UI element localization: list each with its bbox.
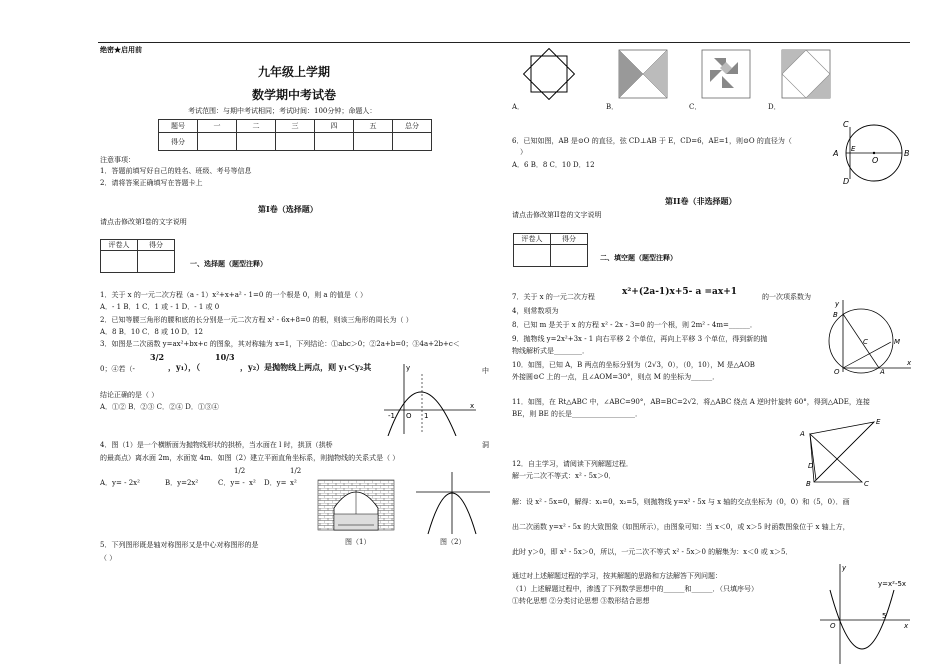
score-input[interactable]: [315, 133, 354, 151]
grader-input[interactable]: [514, 245, 551, 267]
label-a: A: [833, 149, 839, 158]
part1-title: 第I卷（选择题）: [258, 204, 318, 214]
score-cell: 总分: [393, 120, 432, 133]
q4-text-2: 的最高点）离水面 2m，水面宽 4m．如图（2）建立平面直角坐标系，则抛物线的关系式是（ ）: [100, 454, 400, 462]
label-a: A: [880, 368, 885, 374]
score-input[interactable]: [198, 133, 237, 151]
label-a: A: [800, 430, 805, 438]
part2-desc: 请点击修改第II卷的文字说明: [512, 211, 602, 219]
label-x: x: [907, 359, 912, 367]
score-cell: 一: [198, 120, 237, 133]
label-o: O: [830, 622, 836, 630]
segment-be: [814, 422, 874, 482]
q4-right: 洞: [482, 441, 489, 449]
q12-text-4: 出二次函数 y=x² - 5x 的大致图象（如图所示），由图象可知：当 x＜0，或 x＞5 时函数图象位于 x 轴上方，: [512, 523, 850, 531]
q4-bridge-figure: [316, 478, 396, 533]
q2-text: 2．已知等腰三角形的腰和底的长分别是一元二次方程 x² - 6x+8=0 的根，则该三角形的周长为（ ）: [100, 316, 413, 324]
q4-option-c: C．y= -: [218, 479, 245, 487]
label-o: O: [406, 412, 412, 420]
label-x: x: [904, 622, 909, 630]
secret-label: 绝密★启用前: [100, 45, 142, 54]
score-cell: 三: [276, 120, 315, 133]
score-cell: 四: [315, 120, 354, 133]
label-y: y: [835, 300, 840, 308]
label-1: 1: [424, 412, 429, 420]
q1-options: A．- 1 B．1 C．1 或 - 1 D．- 1 或 0: [100, 303, 220, 311]
q10-text: 10．如图，已知 A，B 两点的坐标分别为（2√3，0），（0，10），M 是△AOB: [512, 361, 755, 369]
exam-title-1: 九年级上学期: [258, 65, 331, 79]
label-m: M: [894, 338, 901, 346]
q11-triangle-figure: [796, 416, 886, 486]
label-b: B: [806, 480, 811, 486]
q12-text-7: （1）上述解题过程中，渗透了下列数学思想中的______和______．（只填序号）: [512, 585, 758, 593]
q2-options: A．8 B．10 C．8 或 10 D．12: [100, 328, 203, 336]
q5-option-d-figure: [780, 48, 832, 100]
q5-option-c-figure: [700, 48, 752, 100]
header-rule: [98, 42, 910, 43]
q3-y1: ，y₁），（: [168, 362, 201, 372]
water: [334, 514, 378, 530]
q3-text-2: 0；④若（-: [100, 365, 135, 373]
q4-coordinate-figure: [412, 470, 492, 536]
q4-c-fraction: 1/2: [234, 467, 246, 475]
q3-mid: 中: [482, 367, 489, 375]
score-input[interactable]: [138, 251, 175, 273]
grader-label: 评卷人: [101, 240, 138, 251]
q5-option-a-figure: [523, 48, 575, 100]
q3-parabola-figure: [380, 360, 480, 436]
q3-fraction-2: 10/3: [215, 352, 235, 362]
score-cell: 二: [237, 120, 276, 133]
q3-options: A．①② B．②③ C．②④ D．①③④: [100, 403, 219, 411]
exam-info: 考试范围：与期中考试相同；考试时间：100分钟；命题人：: [188, 107, 377, 115]
label-c: C: [843, 120, 849, 129]
q4-d-x2: x²: [290, 479, 297, 487]
q3-fraction-1: 3/2: [150, 352, 165, 362]
score-input[interactable]: [393, 133, 432, 151]
q12-parabola-figure: [816, 560, 914, 666]
label-o: O: [872, 156, 879, 165]
fig2-label: 图（2）: [440, 538, 466, 546]
q6-text: 6．已知如图，AB 是⊙O 的直径，弦 CD⊥AB 于 E，CD=6，AE=1，则⊙O 的直径为（: [512, 137, 792, 145]
q12-text-2: 解一元二次不等式：x² - 5x＞0．: [512, 472, 616, 480]
exam-title-2: 数学期中考试卷: [252, 88, 337, 102]
graph-label: y=x²-5x: [878, 580, 907, 588]
q7-equation: x²+(2a-1)x+5- a =ax+1: [622, 287, 738, 297]
q5-option-b-figure: [617, 48, 669, 100]
q7-text-3: 4，则常数项为: [512, 307, 559, 315]
q12-text-3: 解：设 x² - 5x=0，解得：x₁=0，x₂=5，则抛物线 y=x² - 5x 与 x 轴的交点坐标为（0，0）和（5，0）．画: [512, 498, 850, 506]
score-label: 得分: [138, 240, 175, 251]
q11-text-2: BE，则 BE 的长是__________________．: [512, 410, 642, 418]
q5-label-a: A．: [512, 103, 525, 111]
q10-text-2: 外接圆⊙C 上的一点，且∠AOM=30°，则点 M 的坐标为______．: [512, 373, 720, 381]
score-input[interactable]: [276, 133, 315, 151]
q1-text: 1．关于 x 的一元二次方程（a - 1）x²+x+a² - 1=0 的一个根是 0，则 a 的值是（ ）: [100, 291, 368, 299]
label-e: E: [876, 418, 881, 426]
q3-y2: ，y₂）是抛物线上两点，则 y₁＜y₂其: [240, 362, 372, 372]
label-neg1: -1: [388, 412, 395, 420]
label-b: B: [904, 149, 910, 158]
q5-label-b: B．: [606, 103, 619, 111]
q4-c-x2: x²: [249, 479, 256, 487]
q3-question: 结论正确的是（ ）: [100, 391, 159, 399]
q9-text-2: 物线解析式是________．: [512, 347, 589, 355]
label-d: D: [843, 177, 850, 186]
label-x: x: [470, 402, 475, 410]
q4-text: 4．图（1）是一个横断面为抛物线形状的拱桥，当水面在 l 时，拱顶（拱桥: [100, 441, 333, 449]
note-2: 2．请将答案正确填写在答题卡上: [100, 179, 203, 187]
label-c: C: [863, 338, 868, 346]
part2-title: 第II卷（非选择题）: [665, 196, 737, 206]
q4-option-b: B．y=2x²: [165, 479, 199, 487]
grader-box-2: [513, 233, 588, 267]
label-c: C: [864, 480, 869, 486]
label-5: 5: [882, 612, 887, 620]
section-2-title: 二、填空题（题型注释）: [600, 253, 677, 262]
triangle-abc: [810, 434, 862, 482]
score-cell: 得分: [159, 133, 198, 151]
q12-text-6: 通过对上述解题过程的学习，按其解题的思路和方法解答下列问题：: [512, 572, 722, 580]
triangle-ade: [810, 422, 874, 480]
score-cell: 五: [354, 120, 393, 133]
q4-option-a: A．y= - 2x²: [100, 479, 140, 487]
segment-ab: [843, 314, 879, 368]
fig1-label: 图（1）: [345, 538, 371, 546]
q4-d-fraction: 1/2: [290, 467, 302, 475]
note-1: 1．答题前填写好自己的姓名、班级、考号等信息: [100, 167, 252, 175]
notes-title: 注意事项：: [100, 156, 135, 164]
q6-options: A．6 B．8 C．10 D．12: [512, 161, 595, 169]
q12-text: 12．自主学习，请阅读下列解题过程．: [512, 460, 633, 468]
q12-text-8: ①转化思想 ②分类讨论思想 ③数形结合思想: [512, 597, 650, 605]
q6-circle-figure: [830, 120, 910, 186]
score-label: 得分: [551, 234, 588, 245]
center-point: [873, 152, 875, 154]
q7-text-2: 的一次项系数为: [762, 293, 811, 301]
q5-label-c: C．: [689, 103, 702, 111]
grader-label: 评卷人: [514, 234, 551, 245]
label-d: D: [808, 462, 814, 470]
q10-circle-figure: [825, 296, 915, 374]
section-1-title: 一、选择题（题型注释）: [190, 259, 267, 268]
q6-text-2: ）: [520, 148, 527, 156]
grader-input[interactable]: [101, 251, 138, 273]
q5-text-2: （ ）: [100, 554, 117, 562]
score-input[interactable]: [354, 133, 393, 151]
q12-text-5: 此时 y＞0，即 x² - 5x＞0，所以，一元二次不等式 x² - 5x＞0 的解集为：x＜0 或 x＞5．: [512, 548, 793, 556]
q9-text: 9．抛物线 y=2x²+3x - 1 向右平移 2 个单位，再向上平移 3 个单位，得到新的抛: [512, 335, 768, 343]
grader-box-1: [100, 239, 175, 273]
label-o: O: [834, 368, 840, 374]
score-cell: 题号: [159, 120, 198, 133]
q4-option-d: D．y=: [264, 479, 287, 487]
label-b: B: [833, 311, 838, 319]
q8-text: 8．已知 m 是关于 x 的方程 x² - 2x - 3=0 的一个根，则 2m² - 4m=______．: [512, 321, 757, 329]
label-y: y: [842, 564, 847, 572]
score-input[interactable]: [551, 245, 588, 267]
q5-text: 5．下列图形既是轴对称图形又是中心对称图形的是: [100, 541, 259, 549]
q7-text: 7．关于 x 的一元二次方程: [512, 293, 595, 301]
score-input[interactable]: [237, 133, 276, 151]
score-table: [158, 119, 432, 151]
q11-text: 11．如图，在 Rt△ABC 中，∠ABC=90°，AB=BC=2√2．将△ABC 绕点 A 逆时针旋转 60°，得到△ADE，连接: [512, 398, 870, 406]
part1-desc: 请点击修改第I卷的文字说明: [100, 218, 187, 226]
q5-label-d: D．: [768, 103, 781, 111]
label-e: E: [851, 145, 856, 153]
q3-text: 3．如图是二次函数 y=ax²+bx+c 的图象，其对称轴为 x=1，下列结论：①abc＞0；②2a+b=0；③4a+2b+c＜: [100, 340, 460, 348]
label-y: y: [406, 364, 411, 372]
